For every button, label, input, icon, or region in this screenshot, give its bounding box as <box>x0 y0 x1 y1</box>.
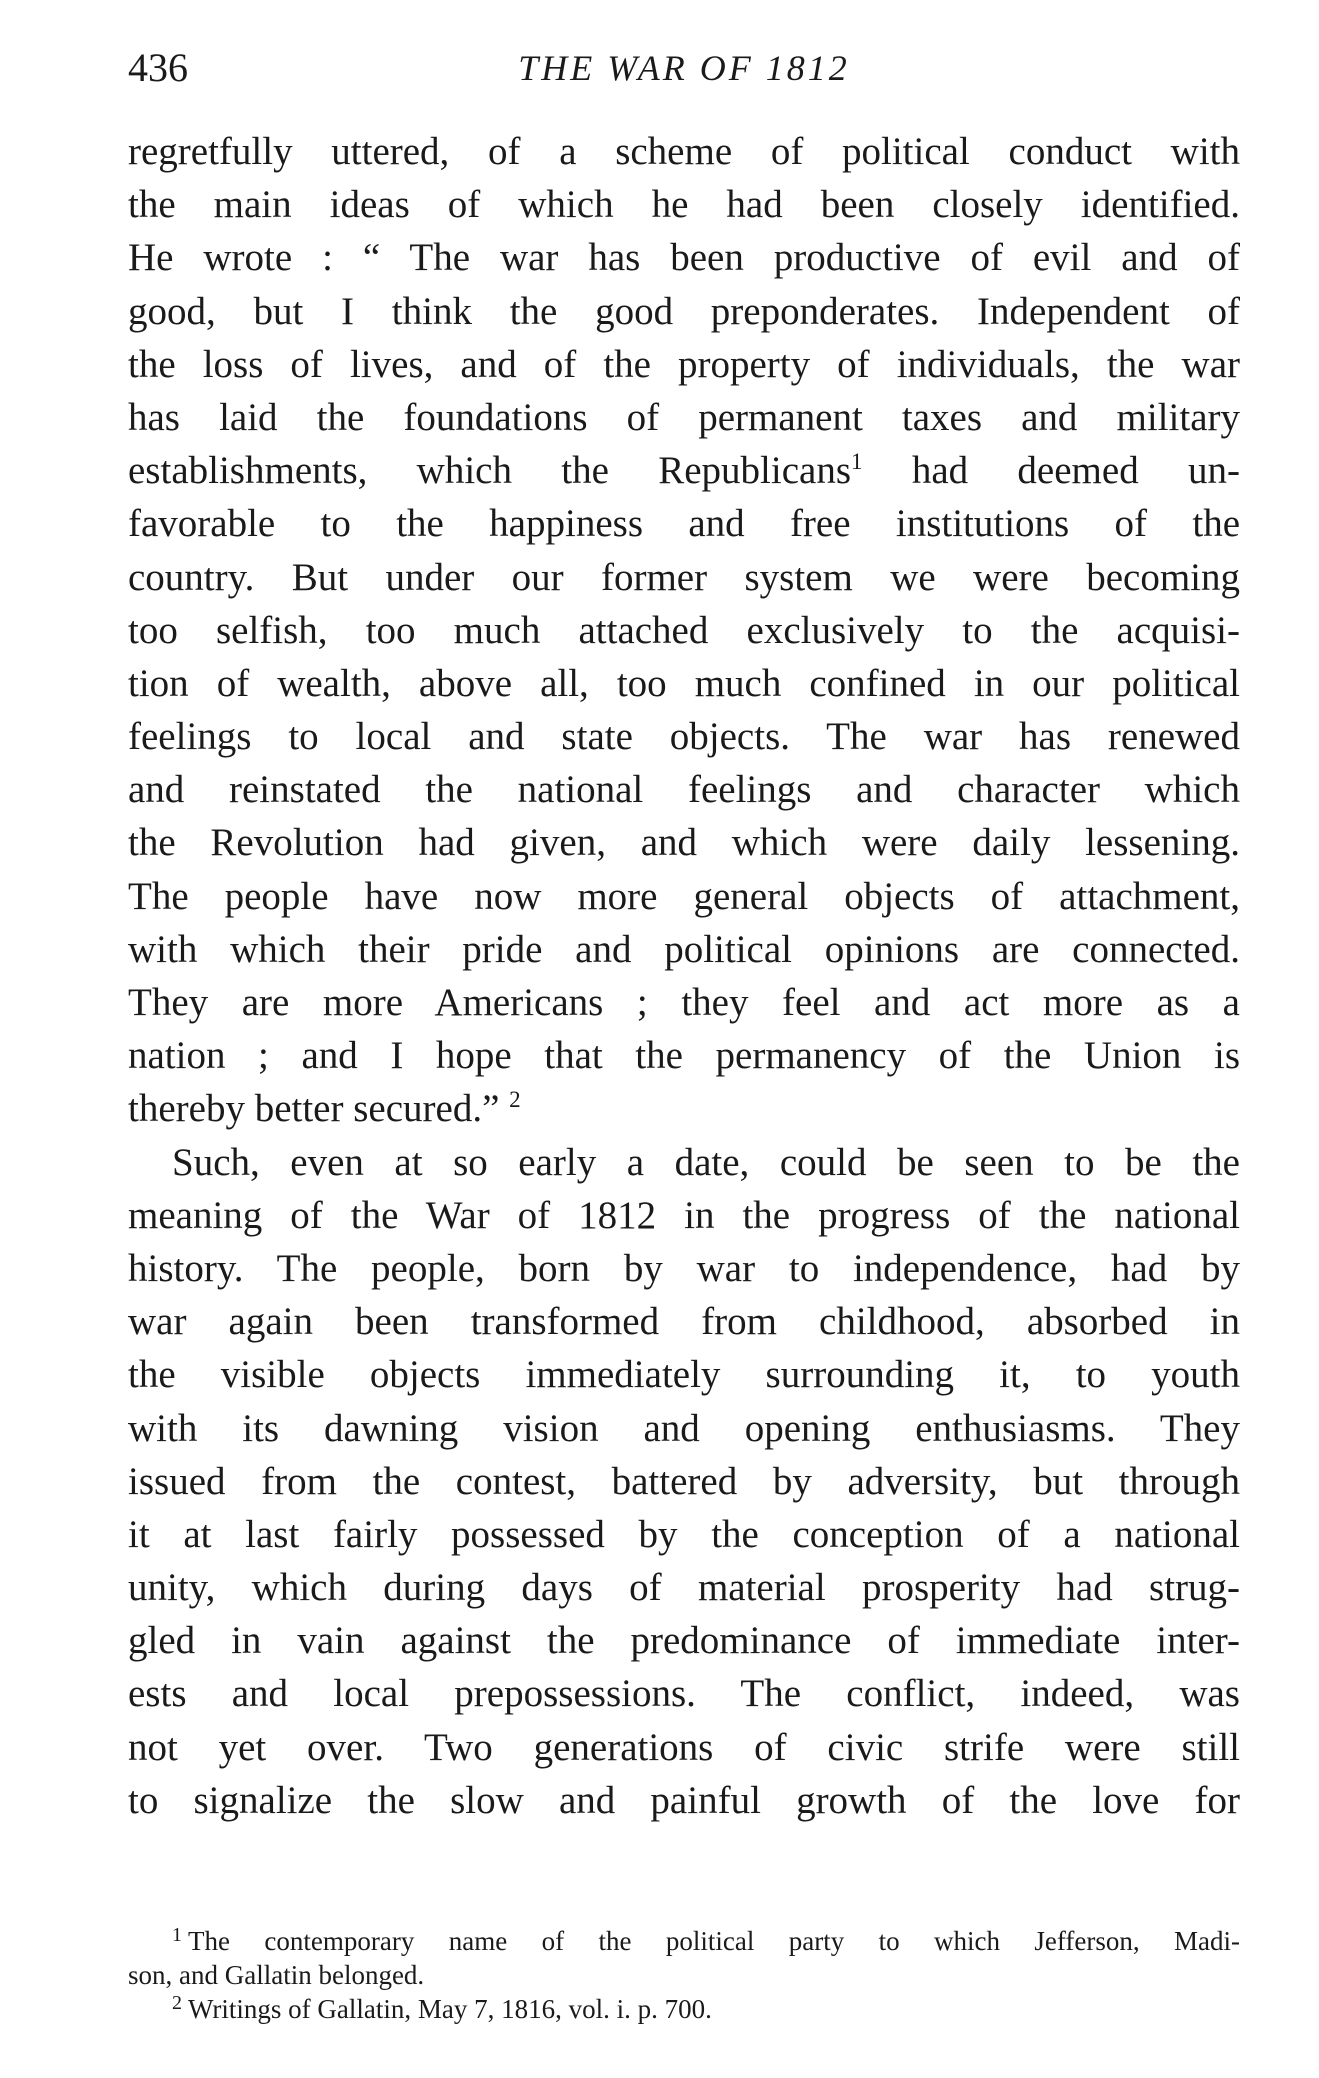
text-segment: establishments, which the Republicans <box>128 449 852 493</box>
text-line: nation ; and I hope that the permanency of the Union is <box>128 1034 1240 1078</box>
text-line: unity, which during days of material prosperity had strug- <box>128 1566 1240 1610</box>
text-line: the main ideas of which he had been closely identified. <box>128 183 1240 227</box>
text-line: has laid the foundations of permanent taxes and military <box>128 395 1240 439</box>
text-line: history. The people, born by war to independence, had by <box>128 1246 1240 1290</box>
text-line: to signalize the slow and painful growth of the love for <box>128 1778 1240 1822</box>
footnote-ref-2: 2 <box>509 1087 521 1113</box>
page-header <box>128 38 1240 98</box>
text-line: They are more Americans ; they feel and act more as a <box>128 981 1240 1024</box>
body-text <box>128 125 1240 1827</box>
text-line: The people have now more general objects of attachment, <box>128 874 1240 918</box>
footnote-2 <box>128 1992 1240 2026</box>
text-line: the visible objects immediately surrounding it, to youth <box>128 1353 1240 1397</box>
footnotes <box>128 1924 1240 2026</box>
text-line: not yet over. Two generations of civic strife were still <box>128 1725 1240 1769</box>
text-line: the loss of lives, and of the property of individuals, the war <box>128 342 1240 386</box>
text-line: country. But under our former system we were becoming <box>128 555 1240 599</box>
text-line: the Revolution had given, and which were daily lessening. <box>128 821 1240 865</box>
running-head: THE WAR OF 1812 <box>518 48 850 88</box>
footnote-ref-1: 1 <box>851 449 863 475</box>
text-line: He wrote : “ The war has been productive of evil and of <box>128 236 1240 280</box>
text-segment: thereby better secured.” <box>128 1087 500 1131</box>
text-line: meaning of the War of 1812 in the progress of the national <box>128 1193 1240 1237</box>
page-number: 436 <box>128 45 188 90</box>
text-line: with its dawning vision and opening enthusiasms. They <box>128 1406 1240 1450</box>
text-segment: had deemed un- <box>911 449 1240 493</box>
footnote-1-continued: son, and Gallatin belonged. <box>128 1960 425 1990</box>
text-line-with-footnote-ref <box>128 444 1240 497</box>
text-line: gled in vain against the predominance of immediate inter- <box>128 1619 1240 1663</box>
text-line: it at last fairly possessed by the conception of a national <box>128 1512 1240 1556</box>
text-line: and reinstated the national feelings and character which <box>128 768 1240 812</box>
footnote-text: Writings of Gallatin, May 7, 1816, vol. i. p. 700. <box>188 1994 712 2024</box>
text-line: war again been transformed from childhood, absorbed in <box>128 1300 1240 1344</box>
text-line: Such, even at so early a date, could be seen to be the <box>172 1140 1240 1184</box>
footnote-text: The contemporary name of the political party to which Jefferson, Madi- <box>188 1926 1240 1956</box>
text-line: issued from the contest, battered by adversity, but through <box>128 1459 1240 1503</box>
text-line: ests and local prepossessions. The conflict, indeed, was <box>128 1672 1240 1716</box>
text-line: tion of wealth, above all, too much confined in our political <box>128 661 1240 705</box>
text-line: good, but I think the good preponderates. Independent of <box>128 289 1240 333</box>
text-line-with-footnote-ref <box>128 1082 1240 1135</box>
footnote-1 <box>128 1924 1240 1958</box>
text-line: too selfish, too much attached exclusively to the acquisi- <box>128 608 1240 652</box>
text-line: favorable to the happiness and free institutions of the <box>128 502 1240 546</box>
text-line: with which their pride and political opinions are connected. <box>128 927 1240 971</box>
text-line: feelings to local and state objects. The war has renewed <box>128 715 1240 759</box>
text-line: regretfully uttered, of a scheme of political conduct with <box>128 130 1240 173</box>
footnote-number: 1 <box>172 1924 182 1946</box>
footnote-number: 2 <box>172 1992 182 2014</box>
